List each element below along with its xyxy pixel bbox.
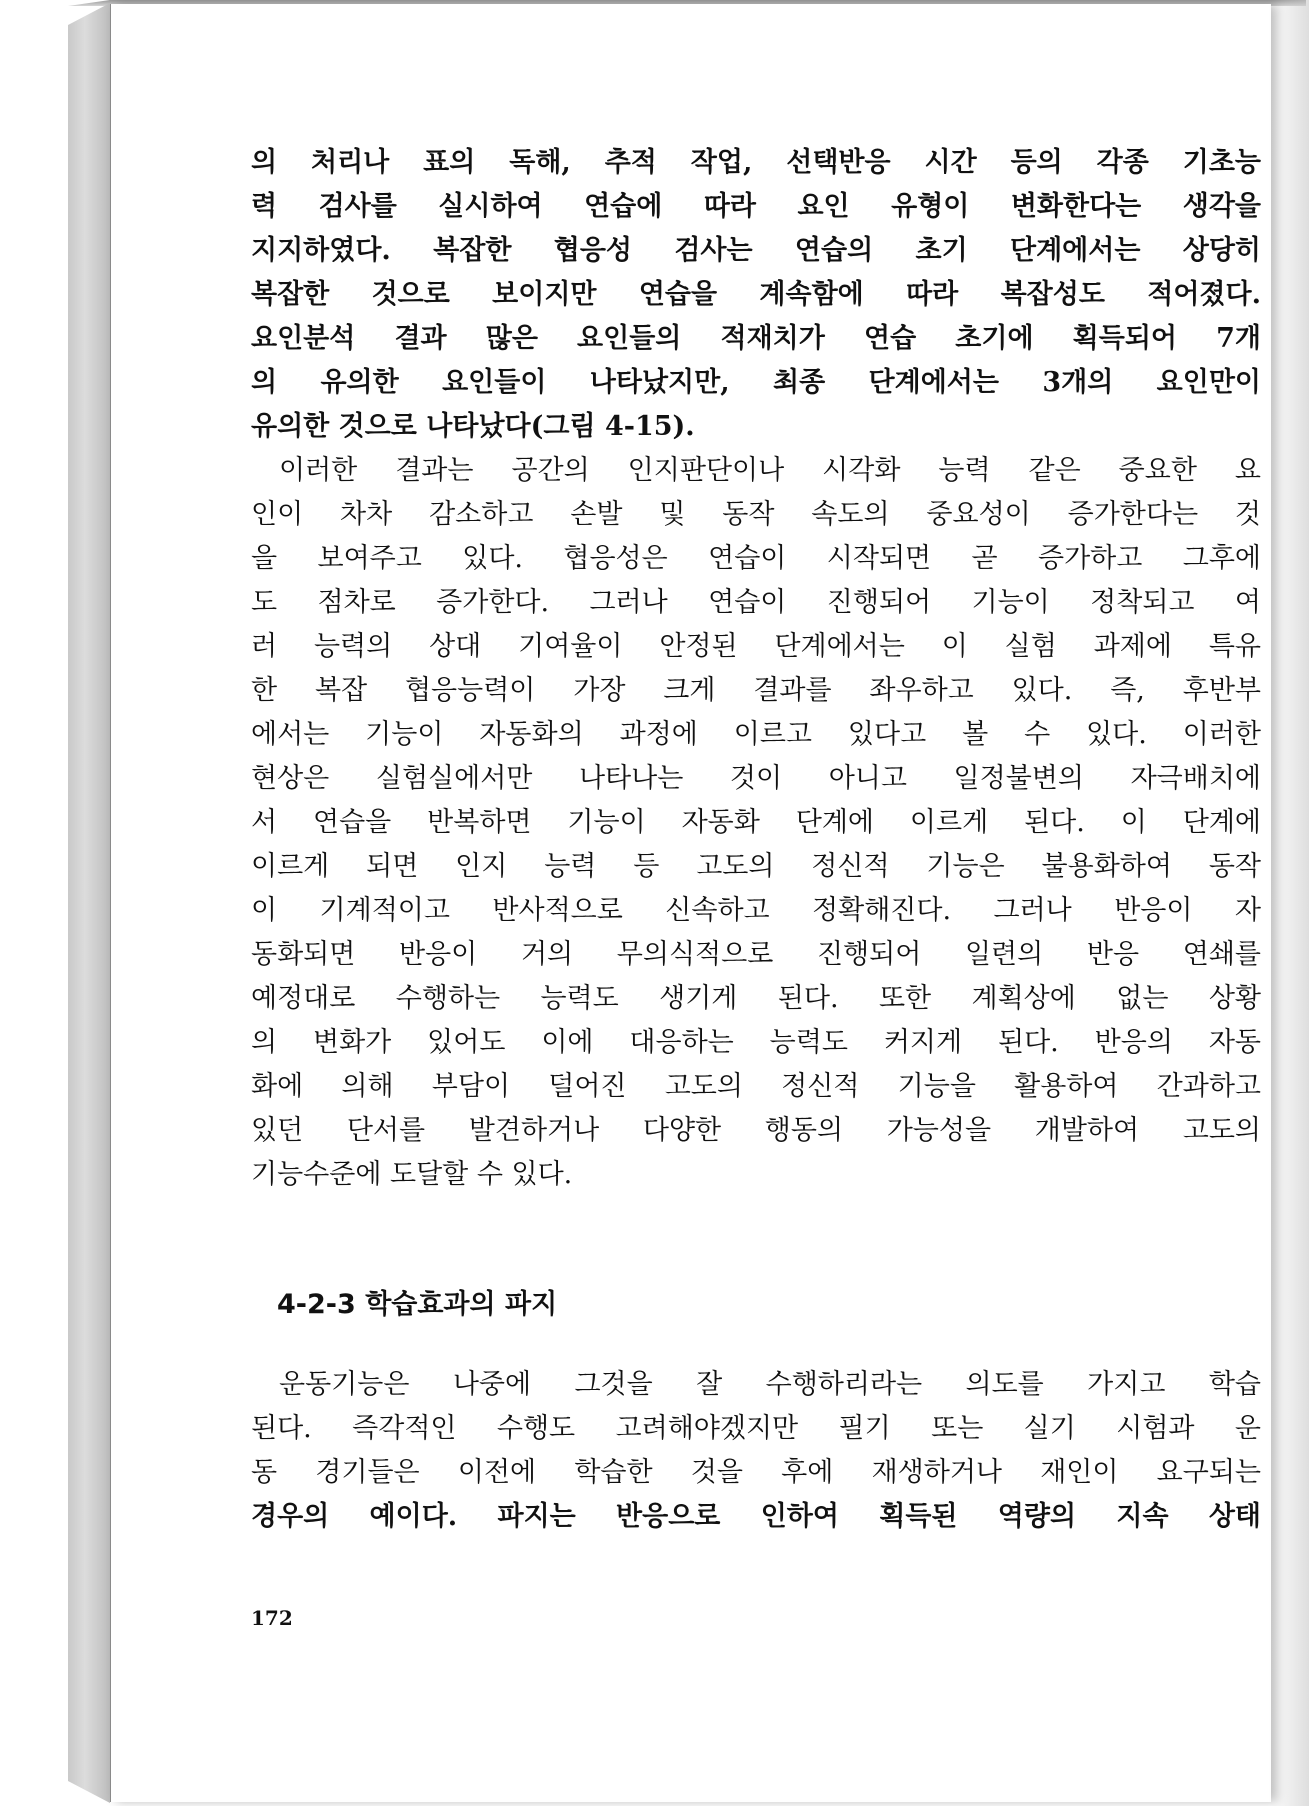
text-line: 서 연습을 반복하면 기능이 자동화 단계에 이르게 된다. 이 단계에 <box>251 807 1261 838</box>
section-heading <box>277 1282 557 1321</box>
text-line: 러 능력의 상대 기여율이 안정된 단계에서는 이 실험 과제에 특유 <box>251 631 1261 662</box>
page-number: 172 <box>251 1606 293 1630</box>
text-line: 현상은 실험실에서만 나타나는 것이 아니고 일정불변의 자극배치에 <box>251 763 1261 794</box>
text-line: 이르게 되면 인지 능력 등 고도의 정신적 기능은 불용화하여 동작 <box>251 851 1261 882</box>
section-number: 4-2-3 <box>277 1289 356 1320</box>
page-edge-shadow <box>1269 0 1309 1806</box>
text-line: 예정대로 수행하는 능력도 생기게 된다. 또한 계획상에 없는 상황 <box>251 983 1261 1014</box>
text-line: 동 경기들은 이전에 학습한 것을 후에 재생하거나 재인이 요구되는 <box>251 1457 1261 1488</box>
body-text-lower <box>251 1363 1261 1539</box>
text-line: 운동기능은 나중에 그것을 잘 수행하리라는 의도를 가지고 학습 <box>279 1369 1261 1400</box>
section-title: 학습효과의 파지 <box>365 1289 558 1320</box>
text-line: 화에 의해 부담이 덜어진 고도의 정신적 기능을 활용하여 간과하고 <box>251 1071 1261 1102</box>
text-line: 이 기계적이고 반사적으로 신속하고 정확해진다. 그러나 반응이 자 <box>251 895 1261 926</box>
text-line: 된다. 즉각적인 수행도 고려해야겠지만 필기 또는 실기 시험과 운 <box>251 1413 1261 1444</box>
text-line: 도 점차로 증가한다. 그러나 연습이 진행되어 기능이 정착되고 여 <box>251 587 1261 618</box>
text-line: 의 처리나 표의 독해, 추적 작업, 선택반응 시간 등의 각종 기초능 <box>251 147 1261 178</box>
text-line: 의 유의한 요인들이 나타났지만, 최종 단계에서는 3개의 요인만이 <box>251 367 1261 398</box>
text-line: 복잡한 것으로 보이지만 연습을 계속함에 따라 복잡성도 적어졌다. <box>251 279 1261 310</box>
body-text-upper <box>251 141 1261 1197</box>
text-line: 한 복잡 협응능력이 가장 크게 결과를 좌우하고 있다. 즉, 후반부 <box>251 675 1261 706</box>
text-line: 기능수준에 도달할 수 있다. <box>251 1159 573 1190</box>
text-line: 경우의 예이다. 파지는 반응으로 인하여 획득된 역량의 지속 상태 <box>251 1501 1261 1532</box>
text-line: 을 보여주고 있다. 협응성은 연습이 시작되면 곧 증가하고 그후에 <box>251 543 1261 574</box>
text-line: 이러한 결과는 공간의 인지판단이나 시각화 능력 같은 중요한 요 <box>279 455 1261 486</box>
text-line: 인이 차차 감소하고 손발 및 동작 속도의 중요성이 증가한다는 것 <box>251 499 1261 530</box>
text-line: 요인분석 결과 많은 요인들의 적재치가 연습 초기에 획득되어 7개 <box>251 323 1261 354</box>
text-line: 력 검사를 실시하여 연습에 따라 요인 유형이 변화한다는 생각을 <box>251 191 1261 222</box>
text-line: 에서는 기능이 자동화의 과정에 이르고 있다고 볼 수 있다. 이러한 <box>251 719 1261 750</box>
page <box>110 4 1271 1802</box>
text-line: 있던 단서를 발견하거나 다양한 행동의 가능성을 개발하여 고도의 <box>251 1115 1261 1146</box>
text-line: 의 변화가 있어도 이에 대응하는 능력도 커지게 된다. 반응의 자동 <box>251 1027 1261 1058</box>
text-line: 동화되면 반응이 거의 무의식적으로 진행되어 일련의 반응 연쇄를 <box>251 939 1261 970</box>
text-line: 지지하였다. 복잡한 협응성 검사는 연습의 초기 단계에서는 상당히 <box>251 235 1261 266</box>
book-side-edge <box>68 3 110 1803</box>
text-line: 유의한 것으로 나타났다(그림 4-15). <box>251 411 695 442</box>
